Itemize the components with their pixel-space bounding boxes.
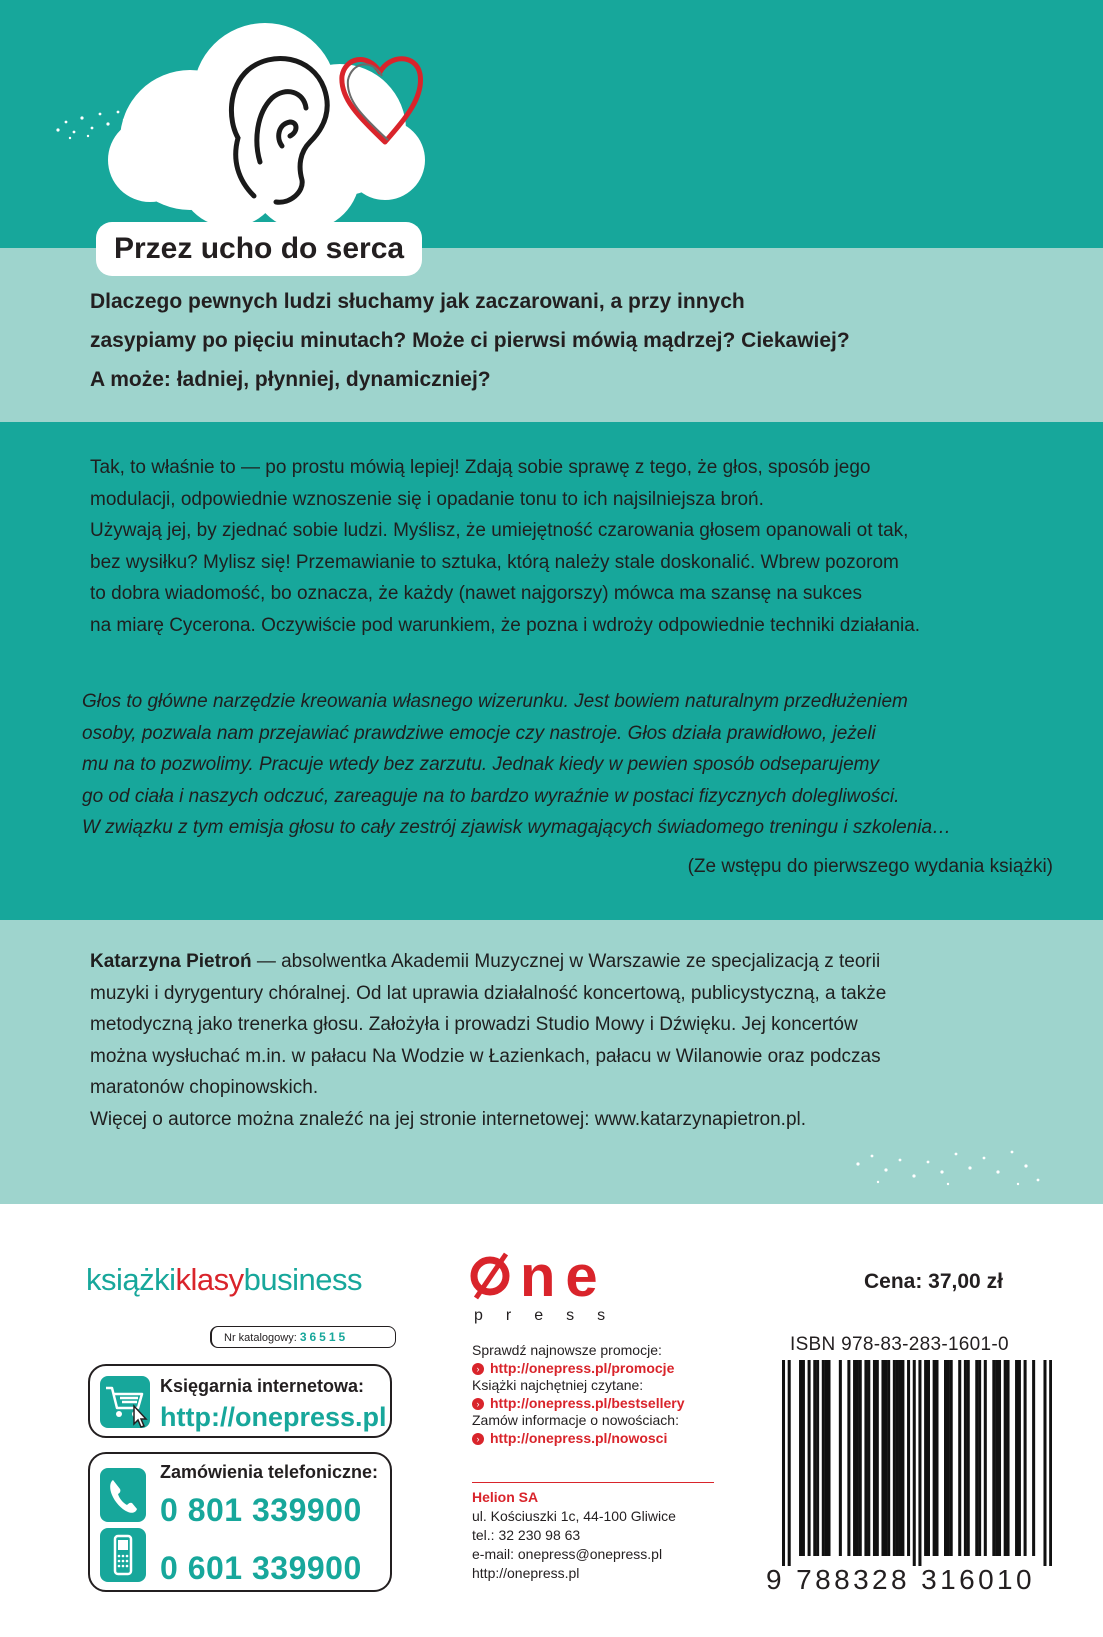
bio-line: muzyki i dyrygentury chóralnej. Od lat uprawia działalność koncertową, publicystyczną, a także xyxy=(90,982,887,1004)
online-store-link[interactable]: http://onepress.pl xyxy=(160,1402,387,1432)
barcode-bar xyxy=(899,1360,902,1556)
barcode-bar xyxy=(839,1360,842,1556)
barcode-bar xyxy=(813,1360,816,1556)
onepress-logo xyxy=(470,1250,660,1326)
author-bio xyxy=(90,946,1050,1135)
arrow-right-icon: › xyxy=(472,1363,484,1375)
barcode-bar xyxy=(995,1360,998,1556)
barcode-bar xyxy=(788,1360,791,1566)
barcode-bar xyxy=(1015,1360,1018,1556)
handset-icon xyxy=(100,1468,146,1522)
onepress-logo-sub: press xyxy=(474,1307,629,1324)
bio-line: maratonów chopinowskich. xyxy=(90,1077,319,1098)
barcode-bar xyxy=(873,1360,876,1556)
barcode-bar xyxy=(782,1360,785,1566)
series-logo-part: klasy xyxy=(175,1262,244,1297)
barcode-bar xyxy=(933,1360,936,1556)
barcode-bar xyxy=(950,1360,953,1556)
catalog-label: Nr katalogowy: xyxy=(224,1332,300,1344)
barcode-bar xyxy=(998,1360,1001,1556)
intro-line: modulacji, odpowiednie wznoszenie się i opadanie tonu to ich najsilniejsza broń. xyxy=(90,488,764,510)
publisher-info xyxy=(472,1488,676,1583)
intro-paragraph xyxy=(90,452,1050,641)
bio-line: metodyczną jako trenerka głosu. Założyła i prowadzi Studio Mowy i Dźwięku. Jej koncertów xyxy=(90,1014,858,1035)
price-label: Cena: 37,00 zł xyxy=(864,1270,1003,1293)
barcode-bar xyxy=(967,1360,970,1556)
barcode-bar xyxy=(856,1360,859,1556)
intro-line: Tak, to właśnie to — po prostu mówią lepiej! Zdają sobie sprawę z tego, że głos, sposób jego xyxy=(90,457,871,478)
barcode-bar xyxy=(1049,1360,1052,1566)
bio-line: — absolwentka Akademii Muzycznej w Warszawie ze specjalizacją z teorii xyxy=(251,951,881,972)
barcode-bar xyxy=(881,1360,884,1556)
barcode-bar xyxy=(864,1360,867,1556)
barcode-bar xyxy=(853,1360,856,1556)
barcode-bar xyxy=(907,1360,910,1556)
barcode-bar xyxy=(924,1360,927,1556)
divider xyxy=(472,1482,714,1483)
barcode-bar xyxy=(802,1360,805,1556)
phone-number-landline[interactable]: 0 801 339900 xyxy=(160,1492,362,1528)
sparkle-dots-left xyxy=(52,104,132,144)
intro-line: to dobra wiadomość, bo oznacza, że każdy (nawet najgorszy) mówca ma szansę na sukces xyxy=(90,583,862,604)
barcode-bar xyxy=(1007,1360,1010,1556)
quote-source: (Ze wstępu do pierwszego wydania książki) xyxy=(687,856,1053,877)
promo-text: Zamów informacje o nowościach: xyxy=(472,1412,679,1428)
bestsellers-link[interactable]: http://onepress.pl/bestsellery xyxy=(490,1394,685,1411)
phone-orders-label: Zamówienia telefoniczne: xyxy=(160,1462,379,1482)
barcode-bar xyxy=(984,1360,987,1556)
online-store-box[interactable] xyxy=(88,1364,392,1438)
mobile-phone-icon xyxy=(100,1528,146,1582)
barcode-bar xyxy=(944,1360,947,1556)
promo-link-row[interactable] xyxy=(472,1395,685,1413)
news-link[interactable]: http://onepress.pl/nowosci xyxy=(490,1429,668,1446)
promo-text: Książki najchętniej czytane: xyxy=(472,1377,644,1393)
barcode-bar xyxy=(867,1360,870,1556)
barcode-bar xyxy=(884,1360,887,1556)
promo-links xyxy=(472,1342,685,1447)
barcode-bar xyxy=(876,1360,879,1556)
promo-link-row[interactable] xyxy=(472,1430,685,1448)
barcode-bar xyxy=(927,1360,930,1556)
cloud-icon xyxy=(108,23,425,230)
barcode-bar xyxy=(978,1360,981,1556)
bio-line: Więcej o autorce można znaleźć na jej stronie internetowej: www.katarzynapietron.pl. xyxy=(90,1108,807,1130)
barcode-bar xyxy=(958,1360,961,1556)
barcode-bar xyxy=(896,1360,899,1556)
publisher-name: Helion SA xyxy=(472,1489,539,1505)
barcode-bar xyxy=(918,1360,921,1566)
quote-line: Głos to główne narzędzie kreowania własnego wizerunku. Jest bowiem naturalnym przedłużeniem xyxy=(82,691,908,712)
bio-line: można wysłuchać m.in. w pałacu Na Wodzie w Łazienkach, pałacu w Wilanowie oraz podczas xyxy=(90,1045,881,1067)
catalog-value: 36515 xyxy=(299,1330,349,1344)
barcode-bar xyxy=(1018,1360,1021,1556)
barcode-bar xyxy=(816,1360,819,1556)
barcode-bar xyxy=(964,1360,967,1556)
question-text xyxy=(90,282,1050,399)
quote-line: W związku z tym emisja głosu to cały zestrój zjawisk wymagających świadomego treningu i szkolenia… xyxy=(82,817,952,838)
publisher-phone: tel.: 32 230 98 63 xyxy=(472,1527,581,1543)
arrow-right-icon: › xyxy=(472,1433,484,1445)
barcode-bar xyxy=(827,1360,830,1556)
barcode-bar xyxy=(808,1360,811,1556)
barcode-bar xyxy=(913,1360,916,1566)
barcode-bar xyxy=(799,1360,802,1556)
barcode-bar xyxy=(847,1360,850,1556)
quote-line: osoby, pozwala nam przejawiać prawdziwe emocje czy nastroje. Głos działa prawidłowo, jeżeli xyxy=(82,722,876,744)
series-logo-part: business xyxy=(243,1262,363,1297)
barcode-bar xyxy=(1043,1360,1046,1566)
onepress-logo-mark xyxy=(474,1254,506,1298)
question-line: zasypiamy po pięciu minutach? Może ci pierwsi mówią mądrzej? Ciekawiej? xyxy=(90,329,850,352)
barcode-bar xyxy=(975,1360,978,1556)
intro-line: na miarę Cycerona. Oczywiście pod warunkiem, że pozna i wdroży odpowiednie techniki działania. xyxy=(90,614,921,636)
catalog-number xyxy=(210,1326,396,1348)
barcode-bar xyxy=(859,1360,862,1556)
author-name: Katarzyna Pietroń xyxy=(90,951,252,972)
intro-line: bez wysiłku? Mylisz się! Przemawianie to sztuka, którą należy stale doskonalić. Wbrew pozorom xyxy=(90,551,899,573)
barcode-bar xyxy=(1024,1360,1027,1556)
promo-link[interactable]: http://onepress.pl/promocje xyxy=(490,1359,675,1376)
quote-line: mu na to pozwolimy. Pracuje wtedy bez zarzutu. Jednak kiedy w pewien sposób odseparujemy xyxy=(82,754,879,775)
promo-link-row[interactable] xyxy=(472,1360,685,1378)
quote-paragraph xyxy=(82,686,1052,844)
barcode-bar xyxy=(825,1360,828,1556)
arrow-right-icon: › xyxy=(472,1398,484,1410)
phone-orders-box xyxy=(88,1452,392,1592)
isbn-barcode xyxy=(782,1360,1052,1566)
barcode-bar xyxy=(1004,1360,1007,1556)
phone-number-mobile[interactable]: 0 601 339900 xyxy=(160,1550,362,1586)
section-title: Przez ucho do serca xyxy=(96,222,422,276)
barcode-bar xyxy=(901,1360,904,1556)
shopping-cart-icon xyxy=(100,1376,150,1428)
intro-line: Używają jej, by zjednać sobie ludzi. Myślisz, że umiejętność czarowania głosem opanowali ot tak, xyxy=(90,520,909,541)
question-line: A może: ładniej, płynniej, dynamiczniej? xyxy=(90,368,491,391)
barcode-bar xyxy=(822,1360,825,1556)
barcode-bar xyxy=(992,1360,995,1556)
series-logo-part: książki xyxy=(86,1262,176,1297)
publisher-address: ul. Kościuszki 1c, 44-100 Gliwice xyxy=(472,1508,676,1524)
barcode-bar xyxy=(893,1360,896,1556)
onepress-logo-word: ne xyxy=(520,1250,608,1309)
publisher-website[interactable]: http://onepress.pl xyxy=(472,1565,580,1581)
quote-line: go od ciała i naszych odczuć, zareaguje na to bardzo wyraźnie w postaci fizycznych dolegliwości. xyxy=(82,785,900,807)
barcode-bar xyxy=(935,1360,938,1556)
barcode-bar xyxy=(947,1360,950,1556)
publisher-email[interactable]: e-mail: onepress@onepress.pl xyxy=(472,1546,663,1562)
online-store-label: Księgarnia internetowa: xyxy=(160,1376,365,1396)
bio-first-line xyxy=(90,946,1050,978)
barcode-digits: 9 788328 316010 xyxy=(766,1564,1035,1595)
barcode-bar xyxy=(1032,1360,1035,1556)
promo-text: Sprawdź najnowsze promocje: xyxy=(472,1342,662,1358)
series-logo xyxy=(86,1262,362,1298)
isbn-text: ISBN 978-83-283-1601-0 xyxy=(790,1334,1009,1355)
barcode-bar xyxy=(887,1360,890,1556)
question-line: Dlaczego pewnych ludzi słuchamy jak zaczarowani, a przy innych xyxy=(90,290,745,313)
sparkle-dots-right xyxy=(848,1142,1048,1192)
